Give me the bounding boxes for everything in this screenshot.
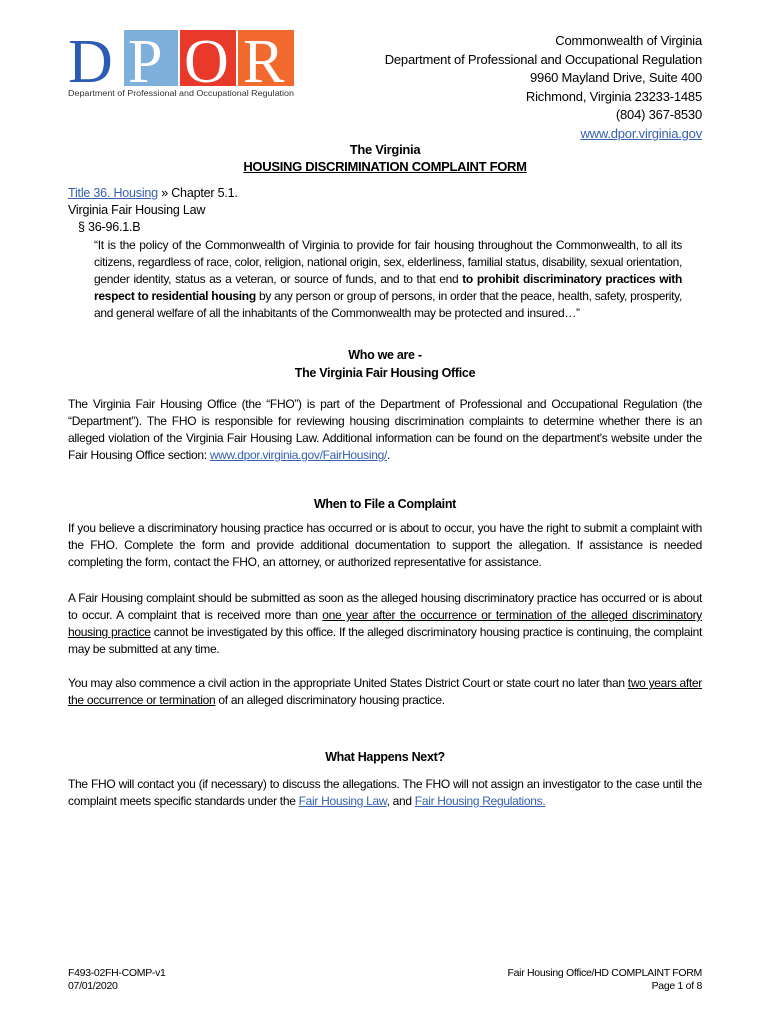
who-heading-line-2: The Virginia Fair Housing Office: [294, 365, 476, 380]
quote-part-1: “It is the policy of the Commonwealth of Virginia to provide for fair housing throughout the Commonwealth, to all its citizens, regardless of race, color, religion, national origin, sex, elderliness, familial status, disability, sexual orientation, gender identity, status as a veteran, or source of funds, and to that end: [94, 238, 682, 286]
footer-date: 07/01/2020: [68, 980, 118, 992]
agency-website-link[interactable]: www.dpor.virginia.gov: [580, 125, 702, 141]
policy-quote: [94, 237, 682, 322]
when-paragraph-1: If you believe a discriminatory housing practice has occurred or is about to occur, you have the right to submit a complaint with the FHO. Complete the form and provide additional documentation to support the allegation. If assistance is needed completing the form, contact the FHO, an attorney, or authorized representative for assistance.: [68, 521, 702, 569]
law-citation: [68, 185, 702, 236]
citation-section: § 36-96.1.B: [78, 220, 141, 234]
who-end: .: [387, 448, 391, 462]
when-p3-a: You may also commence a civil action in the appropriate United States District Court or state court no later than: [68, 676, 628, 690]
footer-page-number: Page 1 of 8: [651, 980, 702, 992]
who-we-are-paragraph: [68, 396, 702, 464]
footer-page-info: [508, 967, 702, 993]
when-p2-a: A Fair Housing complaint should be submitted as soon as the alleged housing discriminatory practice has occurred or is about to occur. A complaint that is received more than: [68, 591, 702, 622]
when-p3-b: of an alleged discriminatory housing practice.: [215, 693, 445, 707]
next-mid: , and: [386, 794, 415, 808]
agency-line-department: Department of Professional and Occupational Regulation: [384, 51, 702, 67]
agency-address-block: [322, 32, 702, 144]
when-p3-underlined: two years after the occurrence or termination: [68, 676, 702, 707]
quote-part-2: by any person or group of persons, in order that the peace, health, safety, prosperity, and general welfare of all the inhabitants of the Commonwealth may be protected and insured…”: [94, 289, 683, 320]
logo-letter-d: D: [68, 30, 113, 96]
logo-letter-r: R: [243, 30, 285, 96]
citation-chapter: » Chapter 5.1.: [157, 186, 238, 200]
who-heading-line-1: Who we are -: [348, 348, 422, 362]
fair-housing-office-link[interactable]: www.dpor.virginia.gov/FairHousing/: [209, 448, 388, 462]
form-title: [0, 141, 770, 175]
who-text: The Virginia Fair Housing Office (the “FHO”) is part of the Department of Professional and Occupational Regulation (the “Department”). The FHO is responsible for reviewing housing discrimination complaints to determine whether there is an alleged violation of the Virginia Fair Housing Law. Additional information can be found on the department's website under the Fair Housing Office section:: [68, 397, 702, 462]
footer-form-info: [68, 967, 166, 993]
agency-line-commonwealth: Commonwealth of Virginia: [555, 33, 702, 48]
title-line-virginia: The Virginia: [349, 142, 421, 157]
next-text: The FHO will contact you (if necessary) to discuss the allegations. The FHO will not assign an investigator to the case until the complaint meets specific standards under the: [68, 777, 702, 808]
title-line-form-name: HOUSING DISCRIMINATION COMPLAINT FORM: [243, 159, 527, 174]
when-p2-b: cannot be investigated by this office. If the alleged discriminatory housing practice is continuing, the complaint may be submitted at any time.: [68, 625, 702, 656]
quote-bold: to prohibit discriminatory practices with respect to residential housing: [94, 272, 682, 303]
agency-line-street: 9960 Mayland Drive, Suite 400: [530, 70, 702, 86]
agency-line-phone: (804) 367-8530: [615, 107, 702, 123]
fair-housing-law-link[interactable]: Fair Housing Law: [298, 794, 387, 808]
dpor-logo: [68, 30, 294, 98]
fair-housing-regulations-link[interactable]: Fair Housing Regulations.: [414, 794, 546, 808]
when-to-file-heading: When to File a Complaint: [313, 497, 457, 511]
when-p2-underlined: one year after the occurrence or termination of the alleged discriminatory housing practice: [68, 608, 702, 639]
title-36-housing-link[interactable]: Title 36. Housing: [68, 186, 158, 200]
logo-letter-o: O: [184, 30, 229, 96]
who-we-are-heading: [0, 347, 770, 382]
dpor-logo-graphic: [68, 30, 294, 98]
citation-law-name: Virginia Fair Housing Law: [68, 203, 206, 217]
what-happens-next-paragraph: [68, 776, 702, 810]
what-happens-next-heading: What Happens Next?: [325, 750, 445, 764]
logo-letter-p: P: [128, 30, 163, 96]
agency-line-city: Richmond, Virginia 23233-1485: [525, 88, 702, 104]
footer-form-id: F493-02FH-COMP-v1: [68, 967, 166, 979]
when-paragraph-2: [68, 590, 702, 658]
when-paragraph-3: [68, 675, 702, 709]
logo-tagline: Department of Professional and Occupational Regulation: [68, 88, 294, 98]
footer-office: Fair Housing Office/HD COMPLAINT FORM: [507, 967, 702, 979]
